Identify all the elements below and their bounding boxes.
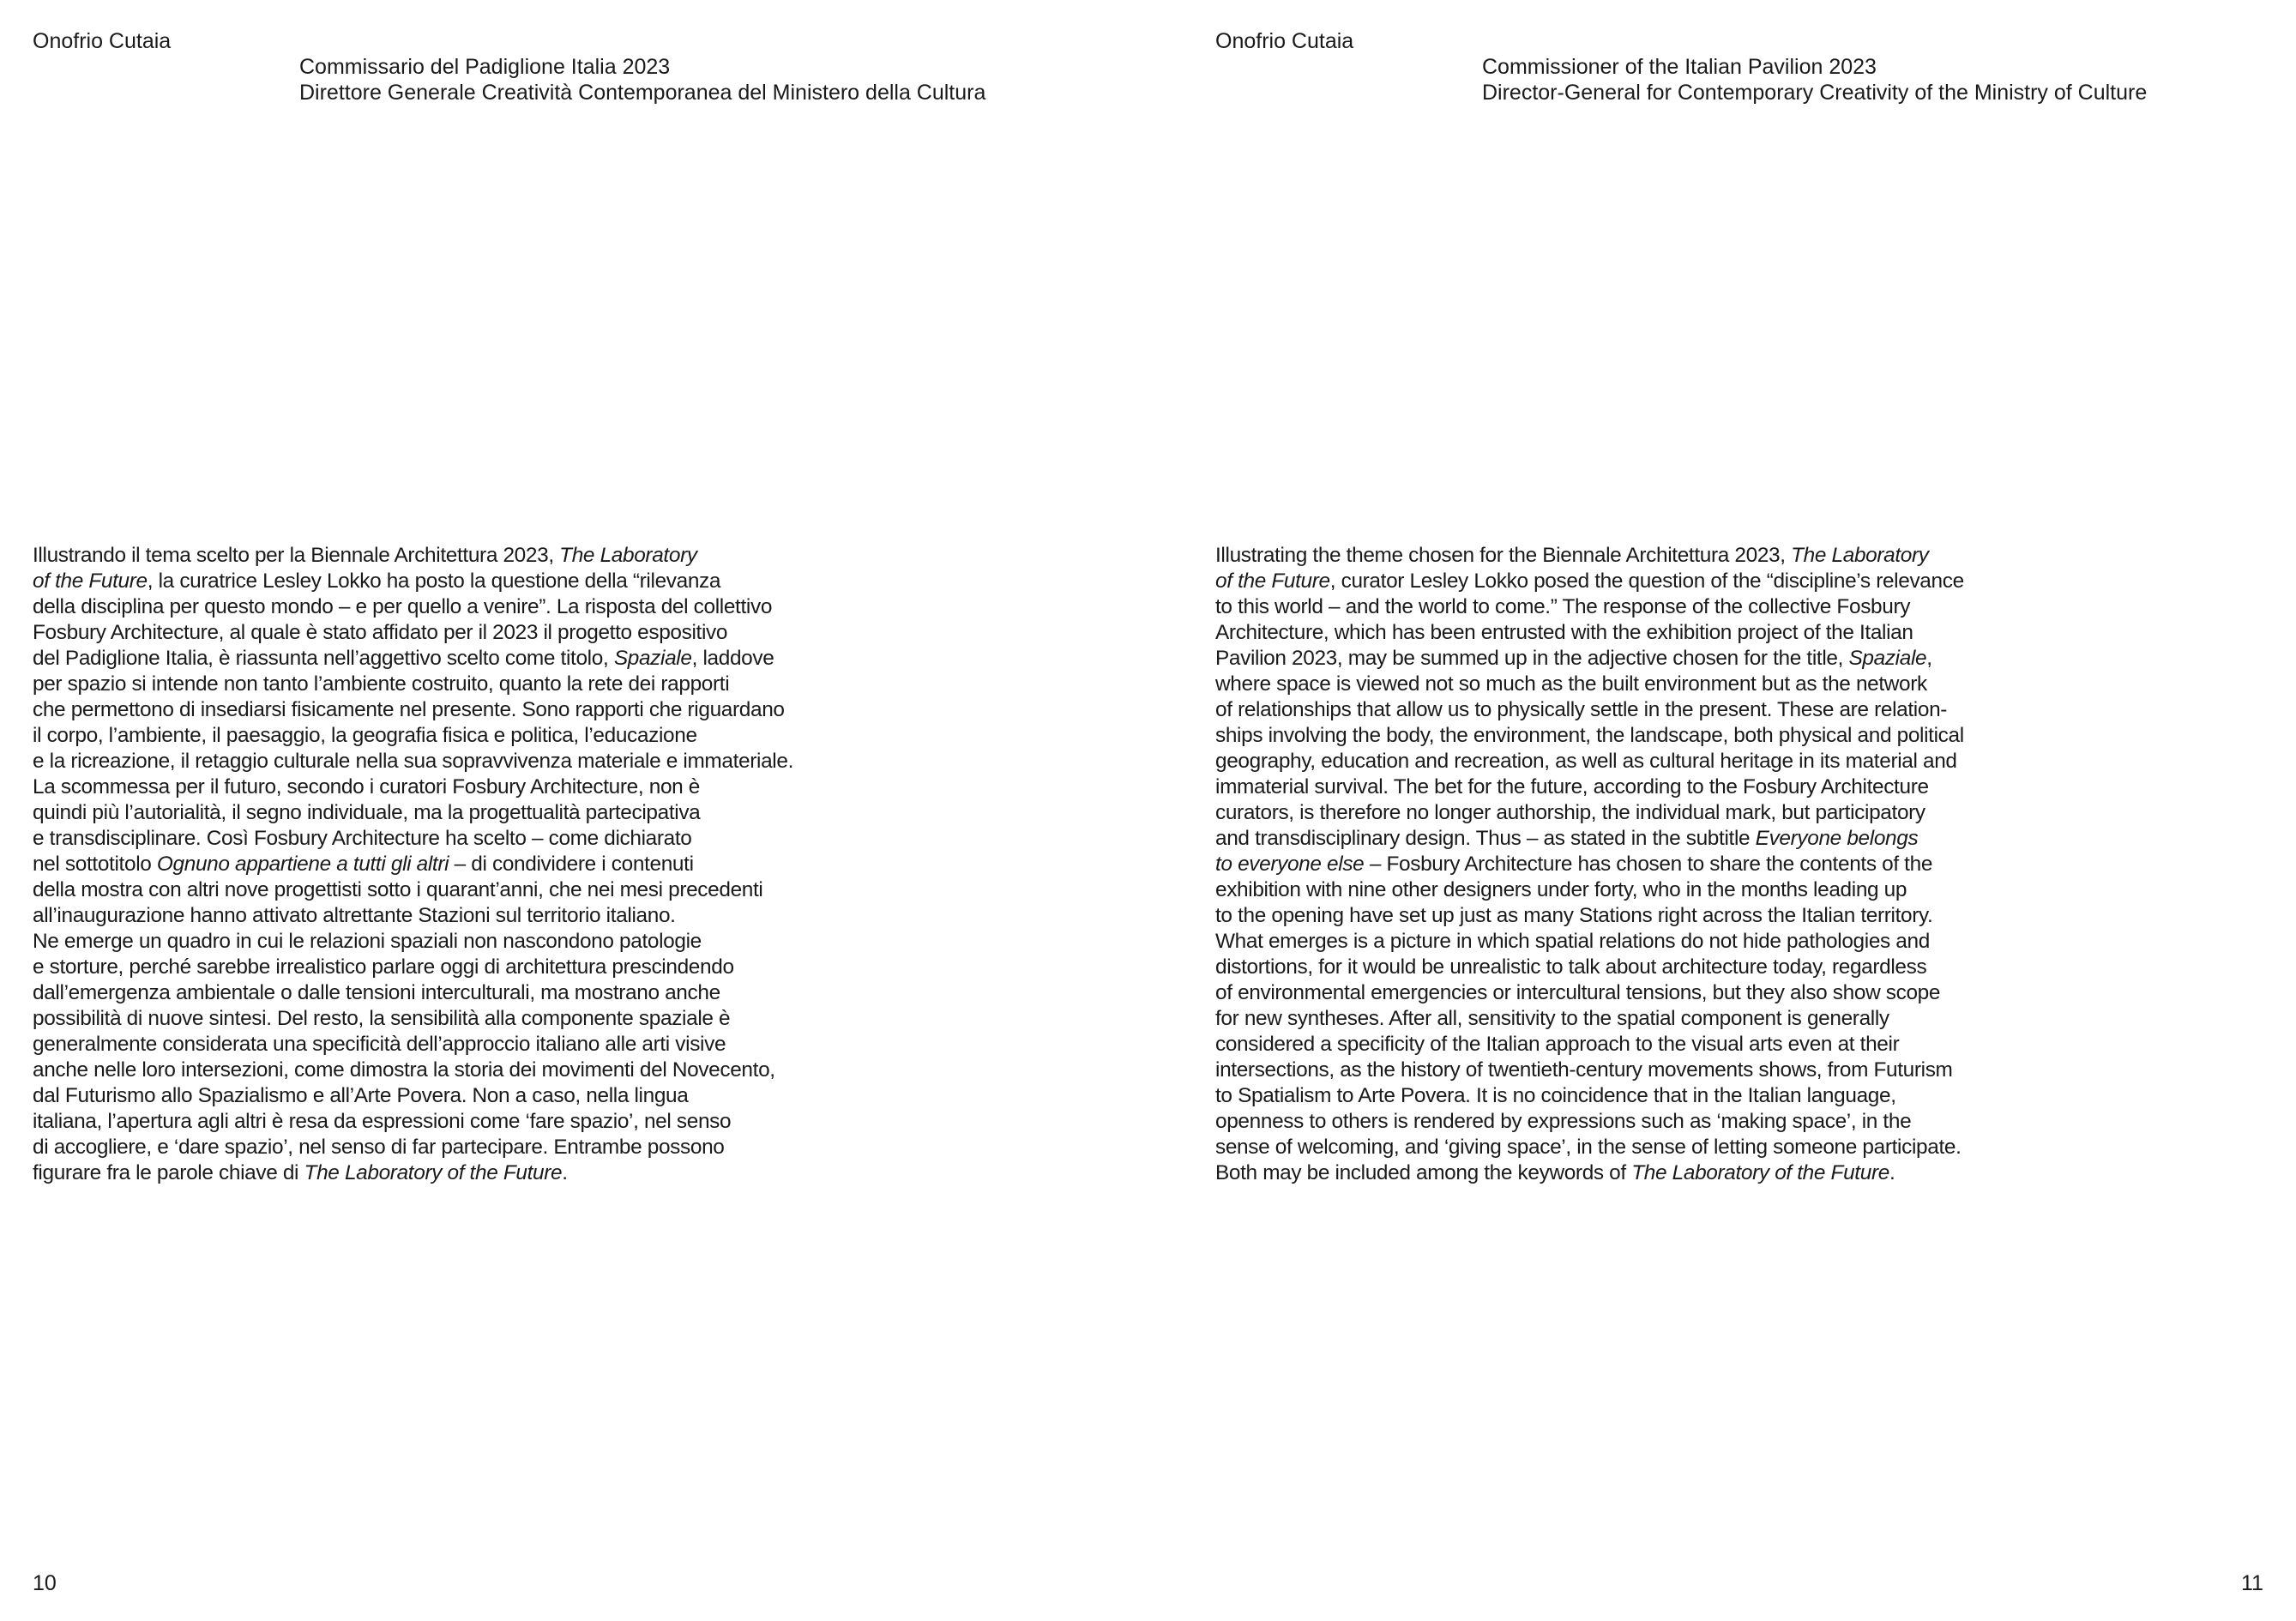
italic-title-text: Spaziale bbox=[613, 647, 692, 670]
text-segment: considered a specificity of the Italian approach to the visual arts even at their bbox=[1215, 1033, 1900, 1056]
page-number: 10 bbox=[33, 1571, 57, 1595]
text-line bbox=[33, 1160, 793, 1186]
text-segment: openness to others is rendered by expressions such as ‘making space’, in the bbox=[1215, 1110, 1912, 1133]
text-segment: generalmente considerata una specificità dell’approccio italiano alle arti visive bbox=[33, 1033, 726, 1056]
italic-title-text: The Laboratory bbox=[1791, 544, 1929, 567]
text-line bbox=[1215, 697, 1964, 723]
body-text-english bbox=[1215, 543, 1964, 1186]
text-segment: intersections, as the history of twentieth-century movements shows, from Futurism bbox=[1215, 1058, 1953, 1082]
text-line bbox=[1215, 955, 1964, 980]
text-segment: – Fosbury Architecture has chosen to share the contents of the bbox=[1364, 853, 1933, 876]
text-line bbox=[1215, 1006, 1964, 1032]
text-segment: italiana, l’apertura agli altri è resa da espressioni come ‘fare spazio’, nel senso bbox=[33, 1110, 732, 1133]
text-segment: figurare fra le parole chiave di bbox=[33, 1161, 304, 1184]
text-segment: di accogliere, e ‘dare spazio’, nel senso di far partecipare. Entrambe possono bbox=[33, 1136, 725, 1159]
text-segment: che permettono di insediarsi fisicamente nel presente. Sono rapporti che riguardano bbox=[33, 698, 785, 721]
text-line bbox=[1215, 903, 1964, 929]
text-line bbox=[33, 955, 793, 980]
text-segment: of environmental emergencies or intercultural tensions, but they also show scope bbox=[1215, 981, 1941, 1004]
text-line bbox=[33, 697, 793, 723]
role-line: Director-General for Contemporary Creativity of the Ministry of Culture bbox=[1482, 81, 2148, 105]
text-line bbox=[1215, 826, 1964, 852]
text-segment: What emerges is a picture in which spatial relations do not hide pathologies and bbox=[1215, 930, 1930, 953]
italic-title-text: to everyone else bbox=[1215, 853, 1365, 876]
role-line: Commissioner of the Italian Pavilion 2023 bbox=[1482, 55, 1877, 79]
text-line bbox=[1215, 620, 1964, 646]
author-roles bbox=[299, 54, 985, 105]
text-segment: immaterial survival. The bet for the future, according to the Fosbury Architecture bbox=[1215, 775, 1929, 798]
text-line bbox=[33, 774, 793, 800]
text-segment: nel sottotitolo bbox=[33, 853, 157, 876]
text-line bbox=[33, 543, 793, 569]
text-segment: Ne emerge un quadro in cui le relazioni spaziali non nascondono patologie bbox=[33, 930, 702, 953]
text-segment: Fosbury Architecture, al quale è stato affidato per il 2023 il progetto espositivo bbox=[33, 621, 728, 644]
italic-title-text: The Laboratory of the Future bbox=[304, 1161, 563, 1184]
text-segment: della mostra con altri nove progettisti sotto i quarant’anni, che nei mesi precedenti bbox=[33, 878, 763, 901]
text-segment: of relationships that allow us to physically settle in the present. These are relation- bbox=[1215, 698, 1948, 721]
page-number: 11 bbox=[2241, 1571, 2263, 1595]
text-segment: . bbox=[562, 1161, 568, 1184]
text-line bbox=[33, 1032, 793, 1058]
text-line bbox=[33, 749, 793, 774]
italic-title-text: Everyone belongs bbox=[1755, 827, 1919, 850]
text-line bbox=[33, 1135, 793, 1160]
text-line bbox=[1215, 569, 1964, 594]
text-segment: il corpo, l’ambiente, il paesaggio, la geografia fisica e politica, l’educazione bbox=[33, 724, 697, 747]
text-segment: anche nelle loro intersezioni, come dimostra la storia dei movimenti del Novecento, bbox=[33, 1058, 775, 1082]
text-segment: geography, education and recreation, as well as cultural heritage in its material and bbox=[1215, 750, 1957, 773]
text-segment: to the opening have set up just as many Stations right across the Italian territory. bbox=[1215, 904, 1933, 927]
text-line bbox=[33, 852, 793, 877]
author-roles bbox=[1482, 54, 2147, 105]
text-line bbox=[33, 800, 793, 826]
author-name: Onofrio Cutaia bbox=[33, 29, 172, 53]
italic-title-text: The Laboratory of the Future bbox=[1631, 1161, 1889, 1184]
text-segment: all’inaugurazione hanno attivato altrettante Stazioni sul territorio italiano. bbox=[33, 904, 676, 927]
text-line bbox=[1215, 1032, 1964, 1058]
text-line bbox=[1215, 800, 1964, 826]
text-line bbox=[33, 980, 793, 1006]
text-segment: exhibition with nine other designers under forty, who in the months leading up bbox=[1215, 878, 1907, 901]
text-segment: per spazio si intende non tanto l’ambiente costruito, quanto la rete dei rapporti bbox=[33, 672, 730, 696]
text-line bbox=[33, 723, 793, 749]
italic-title-text: of the Future bbox=[1215, 569, 1330, 593]
text-line bbox=[1215, 1135, 1964, 1160]
text-segment: , laddove bbox=[691, 647, 774, 670]
text-segment: to this world – and the world to come.” The response of the collective Fosbury bbox=[1215, 595, 1911, 618]
text-segment: to Spatialism to Arte Povera. It is no coincidence that in the Italian language, bbox=[1215, 1084, 1896, 1107]
text-line bbox=[33, 903, 793, 929]
text-line bbox=[33, 569, 793, 594]
text-line bbox=[1215, 594, 1964, 620]
text-segment: dall’emergenza ambientale o dalle tensioni interculturali, ma mostrano anche bbox=[33, 981, 720, 1004]
text-segment: sense of welcoming, and ‘giving space’, in the sense of letting someone participate. bbox=[1215, 1136, 1962, 1159]
role-line: Commissario del Padiglione Italia 2023 bbox=[299, 55, 671, 79]
text-segment: Both may be included among the keywords of bbox=[1215, 1161, 1632, 1184]
text-segment: Pavilion 2023, may be summed up in the adjective chosen for the title, bbox=[1215, 647, 1849, 670]
text-segment: , curator Lesley Lokko posed the question of the “discipline’s relevance bbox=[1329, 569, 1964, 593]
text-line bbox=[1215, 1109, 1964, 1135]
text-segment: e storture, perché sarebbe irrealistico parlare oggi di architettura prescindendo bbox=[33, 955, 734, 979]
text-segment: La scommessa per il futuro, secondo i curatori Fosbury Architecture, non è bbox=[33, 775, 701, 798]
text-line bbox=[33, 1058, 793, 1083]
text-line bbox=[33, 929, 793, 955]
text-segment: quindi più l’autorialità, il segno individuale, ma la progettualità partecipativa bbox=[33, 801, 701, 824]
text-segment: for new syntheses. After all, sensitivity to the spatial component is generally bbox=[1215, 1007, 1889, 1030]
text-line bbox=[33, 646, 793, 672]
text-line bbox=[33, 672, 793, 697]
text-segment: del Padiglione Italia, è riassunta nell’aggettivo scelto come titolo, bbox=[33, 647, 614, 670]
text-line bbox=[1215, 749, 1964, 774]
text-line bbox=[1215, 543, 1964, 569]
author-name: Onofrio Cutaia bbox=[1215, 29, 1354, 53]
text-line bbox=[1215, 672, 1964, 697]
text-line bbox=[33, 620, 793, 646]
text-line bbox=[1215, 852, 1964, 877]
text-line bbox=[33, 1109, 793, 1135]
text-line bbox=[1215, 1058, 1964, 1083]
text-line bbox=[33, 594, 793, 620]
italic-title-text: The Laboratory bbox=[559, 544, 697, 567]
text-segment: della disciplina per questo mondo – e per quello a venire”. La risposta del collettivo bbox=[33, 595, 773, 618]
italic-title-text: Ognuno appartiene a tutti gli altri bbox=[156, 853, 449, 876]
text-line bbox=[1215, 929, 1964, 955]
text-segment: e la ricreazione, il retaggio culturale nella sua sopravvivenza materiale e immateriale. bbox=[33, 750, 794, 773]
text-segment: distortions, for it would be unrealistic to talk about architecture today, regardless bbox=[1215, 955, 1927, 979]
text-line bbox=[1215, 774, 1964, 800]
right-page bbox=[1148, 0, 2296, 1621]
text-line bbox=[1215, 877, 1964, 903]
text-line bbox=[33, 1083, 793, 1109]
text-segment: . bbox=[1889, 1161, 1895, 1184]
text-segment: curators, is therefore no longer authorship, the individual mark, but participatory bbox=[1215, 801, 1925, 824]
text-line bbox=[1215, 723, 1964, 749]
text-segment: – di condividere i contenuti bbox=[449, 853, 694, 876]
text-line bbox=[1215, 980, 1964, 1006]
italic-title-text: of the Future bbox=[33, 569, 148, 593]
text-segment: dal Futurismo allo Spazialismo e all’Arte Povera. Non a caso, nella lingua bbox=[33, 1084, 689, 1107]
text-segment: ships involving the body, the environment, the landscape, both physical and political bbox=[1215, 724, 1964, 747]
text-segment: , la curatrice Lesley Lokko ha posto la questione della “rilevanza bbox=[147, 569, 721, 593]
role-line: Direttore Generale Creatività Contemporanea del Ministero della Cultura bbox=[299, 81, 986, 105]
text-line bbox=[1215, 646, 1964, 672]
text-segment: Architecture, which has been entrusted with the exhibition project of the Italian bbox=[1215, 621, 1913, 644]
text-line bbox=[1215, 1083, 1964, 1109]
text-line bbox=[33, 1006, 793, 1032]
text-segment: where space is viewed not so much as the built environment but as the network bbox=[1215, 672, 1927, 696]
text-segment: e transdisciplinare. Così Fosbury Architecture ha scelto – come dichiarato bbox=[33, 827, 692, 850]
text-segment: possibilità di nuove sintesi. Del resto, la sensibilità alla componente spaziale è bbox=[33, 1007, 731, 1030]
text-line bbox=[33, 826, 793, 852]
italic-title-text: Spaziale bbox=[1848, 647, 1927, 670]
text-line bbox=[33, 877, 793, 903]
text-segment: and transdisciplinary design. Thus – as stated in the subtitle bbox=[1215, 827, 1756, 850]
text-line bbox=[1215, 1160, 1964, 1186]
text-segment: , bbox=[1926, 647, 1932, 670]
text-segment: Illustrando il tema scelto per la Biennale Architettura 2023, bbox=[33, 544, 560, 567]
body-text-italian bbox=[33, 543, 793, 1186]
text-segment: Illustrating the theme chosen for the Biennale Architettura 2023, bbox=[1215, 544, 1792, 567]
